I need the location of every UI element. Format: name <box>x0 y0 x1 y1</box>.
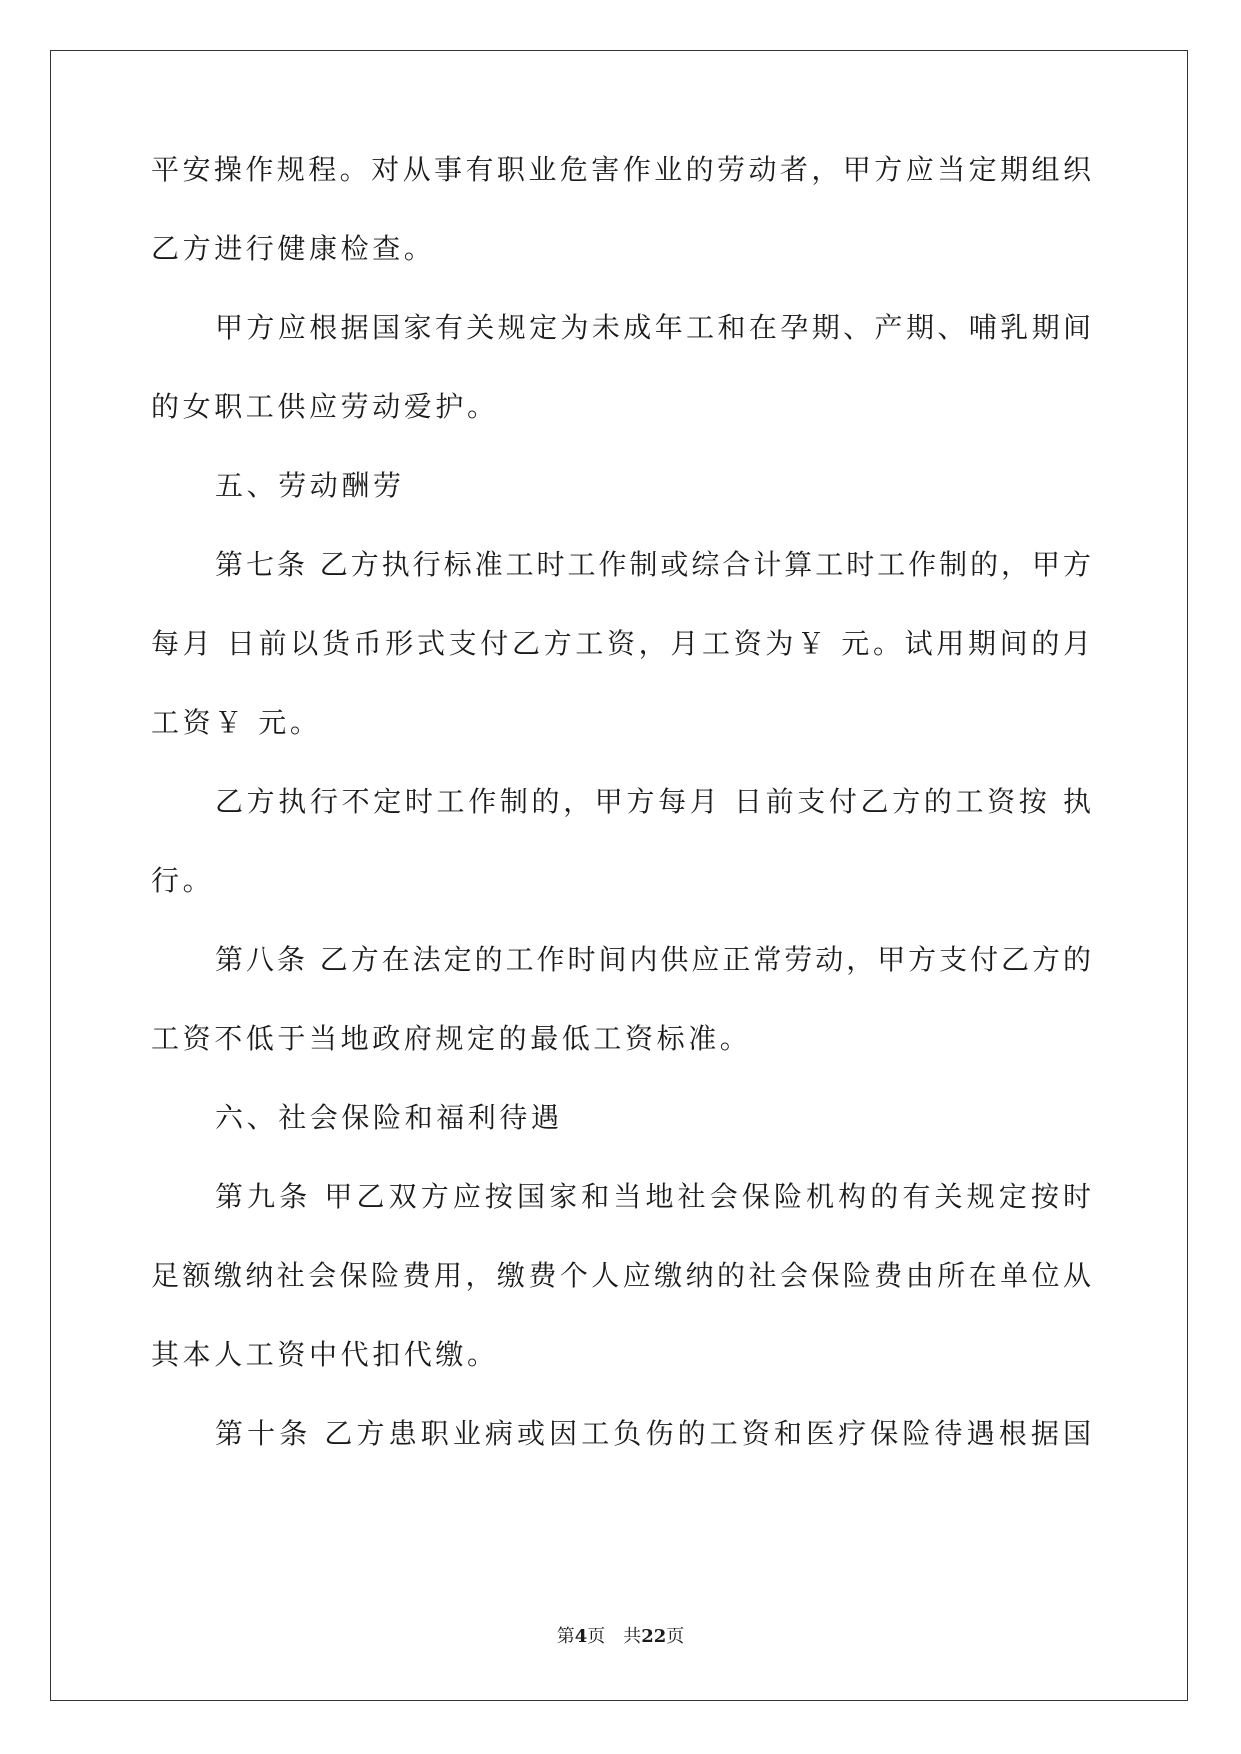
text-line: 平安操作规程。对从事有职业危害作业的劳动者，甲方应当定期组织 <box>151 153 1091 186</box>
page-suffix: 页 <box>666 1626 685 1647</box>
text-line: 的女职工供应劳动爱护。 <box>151 390 499 423</box>
page-prefix: 第 <box>556 1626 575 1647</box>
text-line: 每月 日前以货币形式支付乙方工资，月工资为￥ 元。试用期间的月 <box>151 627 1091 660</box>
text-line: 其本人工资中代扣代缴。 <box>151 1338 499 1371</box>
text-line: 足额缴纳社会保险费用，缴费个人应缴纳的社会保险费由所在单位从 <box>151 1259 1091 1292</box>
text-line: 第七条 乙方执行标准工时工作制或综合计算工时工作制的，甲方 <box>215 548 1091 581</box>
text-line: 乙方执行不定时工作制的，甲方每月 日前支付乙方的工资按 执 <box>215 785 1091 818</box>
text-line: 第八条 乙方在法定的工作时间内供应正常劳动，甲方支付乙方的 <box>215 943 1091 976</box>
page-current: 4 <box>574 1626 588 1647</box>
text-line: 第九条 甲乙双方应按国家和当地社会保险机构的有关规定按时 <box>215 1180 1091 1213</box>
page-total: 22 <box>641 1626 667 1647</box>
page-footer <box>0 1625 1241 1649</box>
page-mid: 页 共 <box>587 1626 642 1647</box>
text-line: 第十条 乙方患职业病或因工负伤的工资和医疗保险待遇根据国 <box>215 1417 1091 1450</box>
section-heading: 五、劳动酬劳 <box>215 469 405 502</box>
text-line: 工资￥ 元。 <box>151 706 322 739</box>
text-line: 乙方进行健康检查。 <box>151 232 436 265</box>
section-heading: 六、社会保险和福利待遇 <box>215 1101 563 1134</box>
text-line: 甲方应根据国家有关规定为未成年工和在孕期、产期、哺乳期间 <box>215 311 1091 344</box>
text-line: 工资不低于当地政府规定的最低工资标准。 <box>151 1022 752 1055</box>
text-line: 行。 <box>151 864 215 897</box>
